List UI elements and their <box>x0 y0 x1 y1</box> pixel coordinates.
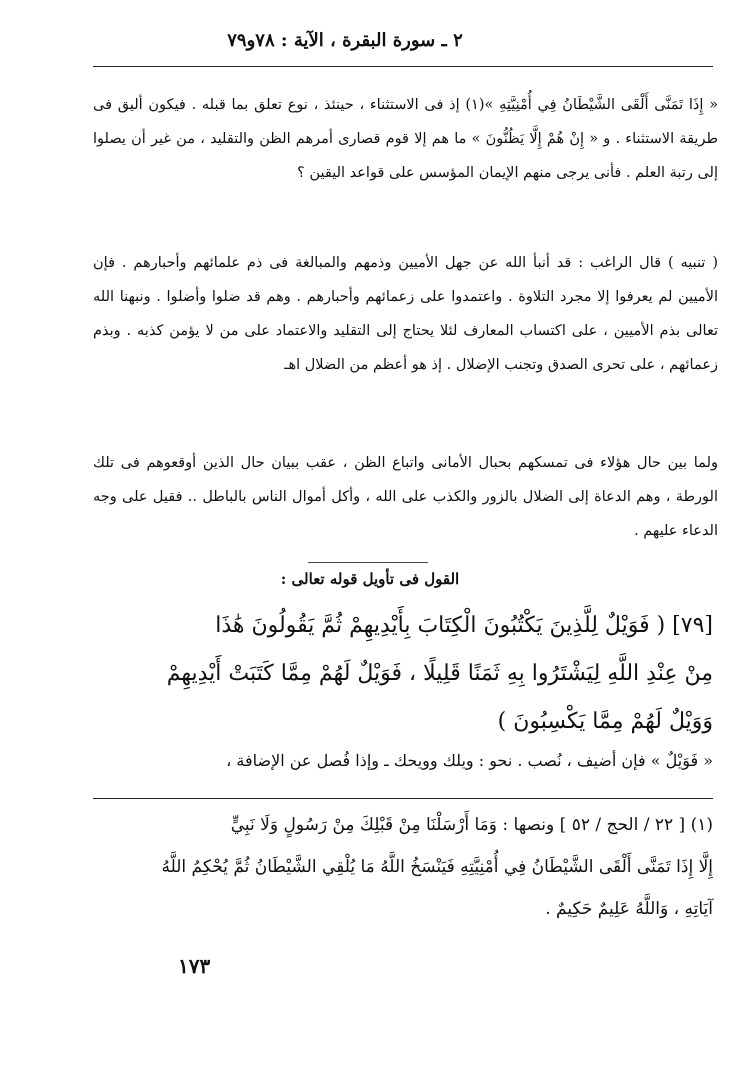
verse-line-1: [٧٩] ( فَوَيْلٌ لِلَّذِينَ يَكْتُبُونَ الْكِتَابَ بِأَيْدِيهِمْ ثُمَّ يَقُولُونَ هَٰذَا <box>215 613 713 638</box>
paragraph-3: ولما بين حال هؤلاء فى تمسكهم بحبال الأمانى واتباع الظن ، عقب ببيان حال الذين أوقعوهم فى تلك الورطة ، وهم الدعاة إلى الضلال بالزور والكذب على الله ، وأكل أموال الناس بالباطل .. فقيل على وجه الدعاء عليهم . <box>93 455 718 539</box>
footnote-line-3: آيَاتِهِ ، وَاللَّهُ عَلِيمٌ حَكِيمٌ . <box>545 899 713 919</box>
paragraph-2-tanbih: ( تنبيه ) قال الراغب : قد أنبأ الله عن جهل الأميين وذمهم والمبالغة فى ذم علمائهم وأحبارهم . فإن الأميين لم يعرفوا إلا مجرد التلاوة . واعتمدوا على زعمائهم وأحبارهم . وهم قد ضلوا وأضلوا . ونبهنا الله تعالى بذم الأميين ، على اكتساب المعارف لئلا يحتاج إلى التقليد والاعتماد على من لا يؤمن كذبه . وبذم زعمائهم ، على تحرى الصدق وتجنب الإضلال . إذ هو أعظم من الضلال اهـ <box>93 255 718 373</box>
commentary-line: « فَوَيْلٌ » فإن أضيف ، نُصب . نحو : ويلك وويحك ـ وإذا فُصل عن الإضافة ، <box>226 751 713 770</box>
verse-line-2: مِنْ عِنْدِ اللَّهِ لِيَشْتَرُوا بِهِ ثَمَنًا قَلِيلًا ، فَوَيْلٌ لَهُمْ مِمَّا كَتَبَتْ أَيْدِيهِمْ <box>166 661 713 686</box>
running-header: ٢ ـ سورة البقرة ، الآية : ٧٨و٧٩ <box>227 30 463 51</box>
page-number: ١٧٣ <box>178 954 211 978</box>
paragraph-1: « إِذَا تَمَنَّى أَلْقَى الشَّيْطَانُ فِي أُمْنِيَّتِهِ »(١) إذ فى الاستثناء ، حينئذ ، نوع تعلق بما قبله . فيكون أليق فى طريقة الاستثناء . و « إِنْ هُمْ إِلَّا يَظُنُّونَ » ما هم إلا قوم قصارى أمرهم الظن والتقليد ، من غير أن يصلوا إلى رتبة العلم . فأنى يرجى منهم الإيمان المؤسس على قواعد اليقين ؟ <box>93 97 719 181</box>
footnote-line-2: إِلَّا إِذَا تَمَنَّى أَلْقَى الشَّيْطَانُ فِي أُمْنِيَّتِهِ فَيَنْسَخُ اللَّهُ مَا يُلْقِي الشَّيْطَانُ ثُمَّ يُحْكِمُ اللَّهُ <box>161 857 713 877</box>
footnote-rule <box>93 798 713 799</box>
verse-line-3: وَوَيْلٌ لَهُمْ مِمَّا يَكْسِبُونَ ) <box>497 709 713 734</box>
quote-heading: القول فى تأويل قوله تعالى : <box>280 570 460 588</box>
header-rule <box>93 66 713 67</box>
section-divider <box>308 562 428 563</box>
footnote-line-1: (١) [ ٢٢ / الحج / ٥٢ ] ونصها : وَمَا أَرْسَلْنَا مِنْ قَبْلِكَ مِنْ رَسُولٍ وَلَا نَبِيٍّ <box>230 815 713 835</box>
